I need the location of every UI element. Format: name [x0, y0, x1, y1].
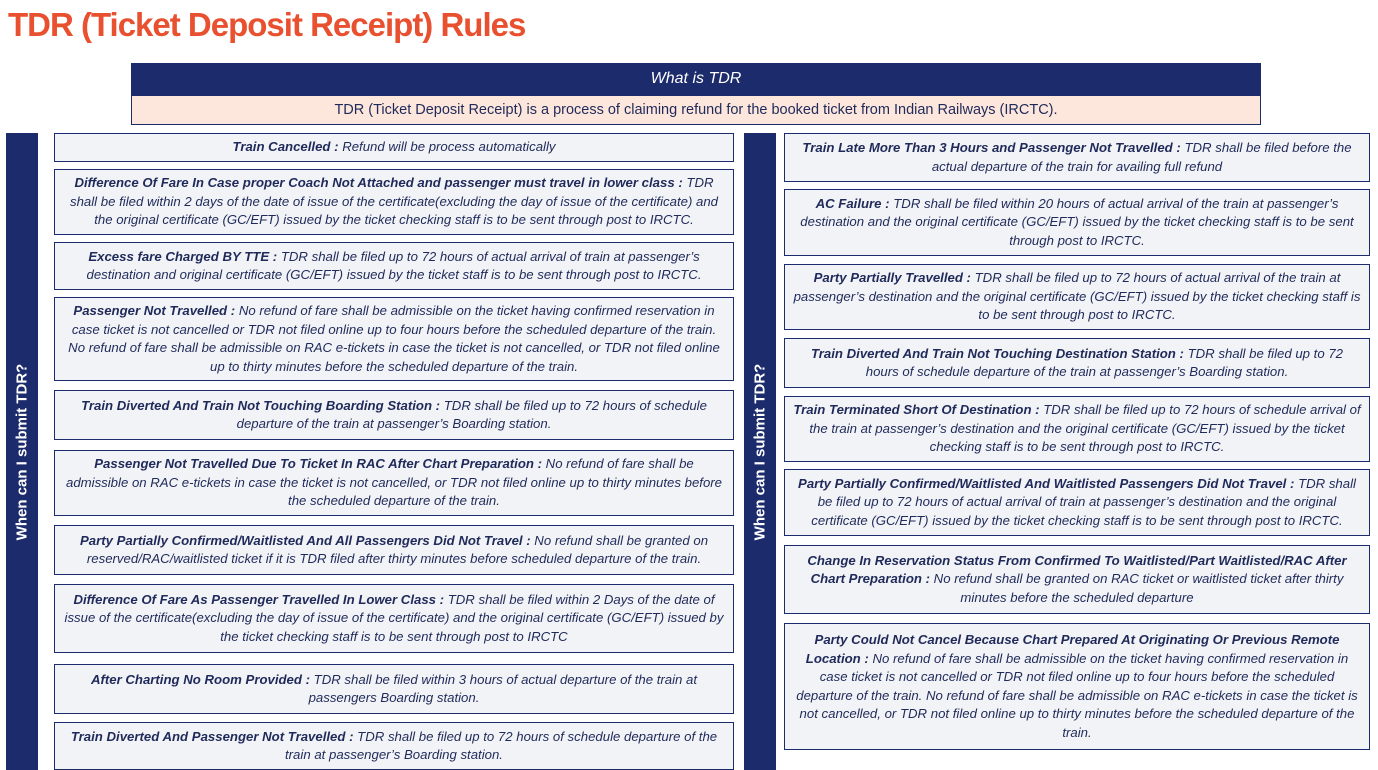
rule-title: Difference Of Fare In Case proper Coach Not Attached and passenger must travel in lower class : [74, 175, 683, 191]
rule-train-late [784, 133, 1370, 182]
rule-title: Change In Reservation Status From Confirmed To Waitlisted/Part Waitlisted/RAC After Chart Preparation : [807, 552, 1347, 587]
rule-title: Train Terminated Short Of Destination : [793, 402, 1040, 418]
what-is-tdr-heading: What is TDR [131, 63, 1261, 95]
rule-text: TDR shall be filed up to 72 hours of schedule departure of the train at passenger’s Boarding station. [865, 345, 1343, 379]
rule-title: Train Diverted And Train Not Touching Boarding Station : [81, 397, 441, 413]
rule-title: Party Partially Travelled : [813, 270, 971, 286]
rule-rac-after-chart [54, 450, 734, 516]
rule-title: Excess fare Charged BY TTE : [88, 248, 278, 264]
rule-text: No refund shall be granted on reserved/RAC/waitlisted ticket if it is TDR filed after thirty minutes before scheduled departure of the train. [86, 532, 709, 566]
rule-party-partially-confirmed-all-not-travel [54, 525, 734, 575]
rule-text: TDR shall be filed up to 72 hours of actual arrival of train at passenger’s destination and original certificate (GC/EFT) issued by the ticket staff is to be sent through post to IRCTC. [86, 248, 702, 282]
rule-text: TDR shall be filed up to 72 hours of schedule departure of the train at passenger’s Boarding station. [236, 397, 707, 431]
rule-text: TDR shall be filed within 2 Days of the date of issue of the certificate(excluding the day of issue of the certificate) and the original certificate (GC/EFT) issued by the ticket checking staff is to be sent through post to IRCTC [64, 591, 724, 644]
rule-text: TDR shall be filed within 2 days of the date of issue of the certificate(excluding the day of issue of the certificate) and the original certificate (GC/EFT) issued by the ticket checking staff is to be sent through post to IRCTC. [69, 175, 719, 228]
rule-title: Passenger Not Travelled : [73, 303, 236, 318]
rule-text: TDR shall be filed before the actual departure of the train for availing full refund [931, 140, 1352, 174]
rule-text: No refund of fare shall be admissible on the ticket having confirmed reservation in case ticket is not cancelled or TDR not filed online up to four hours before the scheduled departure of the train. No refund of fare shall be admissible on RAC e-tickets in case the ticket is not cancelled, or TDR not filed online up to thirty minutes before the scheduled departure of the train. [796, 650, 1358, 740]
rule-text: No refund shall be granted on RAC ticket or waitlisted ticket after thirty minutes before the scheduled departure [930, 571, 1344, 605]
rule-title: After Charting No Room Provided : [90, 671, 310, 687]
rule-text: TDR shall be filed within 3 hours of actual departure of the train at passengers Boarding station. [308, 671, 698, 705]
rule-difference-of-fare-lower-class [54, 584, 734, 653]
rule-text: Refund will be process automatically [338, 139, 556, 155]
rule-party-partially-travelled [784, 264, 1370, 330]
rule-train-diverted-destination [784, 338, 1370, 388]
rule-excess-fare-charged [54, 242, 734, 290]
side-label-text: When can I submit TDR? [751, 363, 769, 540]
page-title: TDR (Ticket Deposit Receipt) Rules [8, 6, 526, 43]
rule-train-diverted-not-travelled [54, 722, 734, 770]
rule-train-terminated-short [784, 396, 1370, 462]
rule-change-in-reservation-status [784, 545, 1370, 614]
rule-text: No refund of fare shall be admissible on RAC e-tickets in case the ticket is not cancelled, or TDR not filed online up to thirty minutes before the scheduled departure of the train. [65, 456, 723, 509]
rule-no-room-provided [54, 664, 734, 714]
rule-difference-of-fare-coach-not-attached [54, 169, 734, 235]
rule-train-cancelled [54, 133, 734, 162]
rule-train-diverted-boarding-station [54, 390, 734, 440]
rule-title: Passenger Not Travelled Due To Ticket In RAC After Chart Preparation : [94, 456, 542, 472]
rule-title: AC Failure : [815, 195, 890, 211]
rule-title: Train Cancelled : [232, 139, 339, 155]
rule-party-partially-confirmed-waitlisted-not-travel [784, 469, 1370, 536]
side-label-right [744, 133, 776, 770]
rule-passenger-not-travelled [54, 297, 734, 381]
rule-title: Party Partially Confirmed/Waitlisted And All Passengers Did Not Travel : [79, 532, 531, 548]
rule-text: TDR shall be filed up to 72 hours of schedule arrival of the train at passenger’s destination and the original certificate (GC/EFT) issued by the ticket checking staff is to be sent through post to IRCTC. [809, 402, 1361, 455]
rule-title: Party Could Not Cancel Because Chart Prepared At Originating Or Previous Remote Location : [805, 632, 1340, 666]
rule-title: Party Partially Confirmed/Waitlisted And Waitlisted Passengers Did Not Travel : [798, 475, 1295, 491]
rule-text: TDR shall be filed up to 72 hours of actual arrival of train at passenger’s destination and the original certificate (GC/EFT) issued by the ticket checking staff is to be sent through post to IRCTC. [811, 475, 1356, 528]
rule-party-could-not-cancel [784, 623, 1370, 750]
rule-ac-failure [784, 189, 1370, 256]
rule-text: No refund of fare shall be admissible on the ticket having confirmed reservation in case ticket is not cancelled or TDR not filed online up to four hours before the scheduled departure of the train. No refund of fare shall be admissible on RAC e-tickets in case the ticket is not cancelled, or TDR not filed online up to thirty minutes before the scheduled departure of the train. [68, 303, 720, 374]
rule-text: TDR shall be filed up to 72 hours of actual arrival of the train at passenger’s destination and the original certificate (GC/EFT) issued by the ticket checking staff is to be sent through post to IRCTC. [793, 270, 1361, 323]
rule-title: Train Diverted And Passenger Not Travelled : [70, 728, 354, 744]
rule-title: Train Late More Than 3 Hours and Passenger Not Travelled : [802, 140, 1181, 155]
rule-text: TDR shall be filed within 20 hours of actual arrival of the train at passenger’s destination and the original certificate (GC/EFT) issued by the ticket checking staff is to be sent through post to IRCTC. [800, 195, 1354, 248]
rule-title: Train Diverted And Train Not Touching Destination Station : [810, 345, 1184, 361]
side-label-text: When can I submit TDR? [13, 363, 31, 540]
rule-text: TDR shall be filed up to 72 hours of schedule departure of the train at passenger’s Boarding station. [285, 728, 718, 762]
side-label-left [6, 133, 38, 770]
what-is-tdr-description: TDR (Ticket Deposit Receipt) is a process of claiming refund for the booked ticket from Indian Railways (IRCTC). [131, 95, 1261, 125]
rule-title: Difference Of Fare As Passenger Travelled In Lower Class : [73, 591, 445, 607]
